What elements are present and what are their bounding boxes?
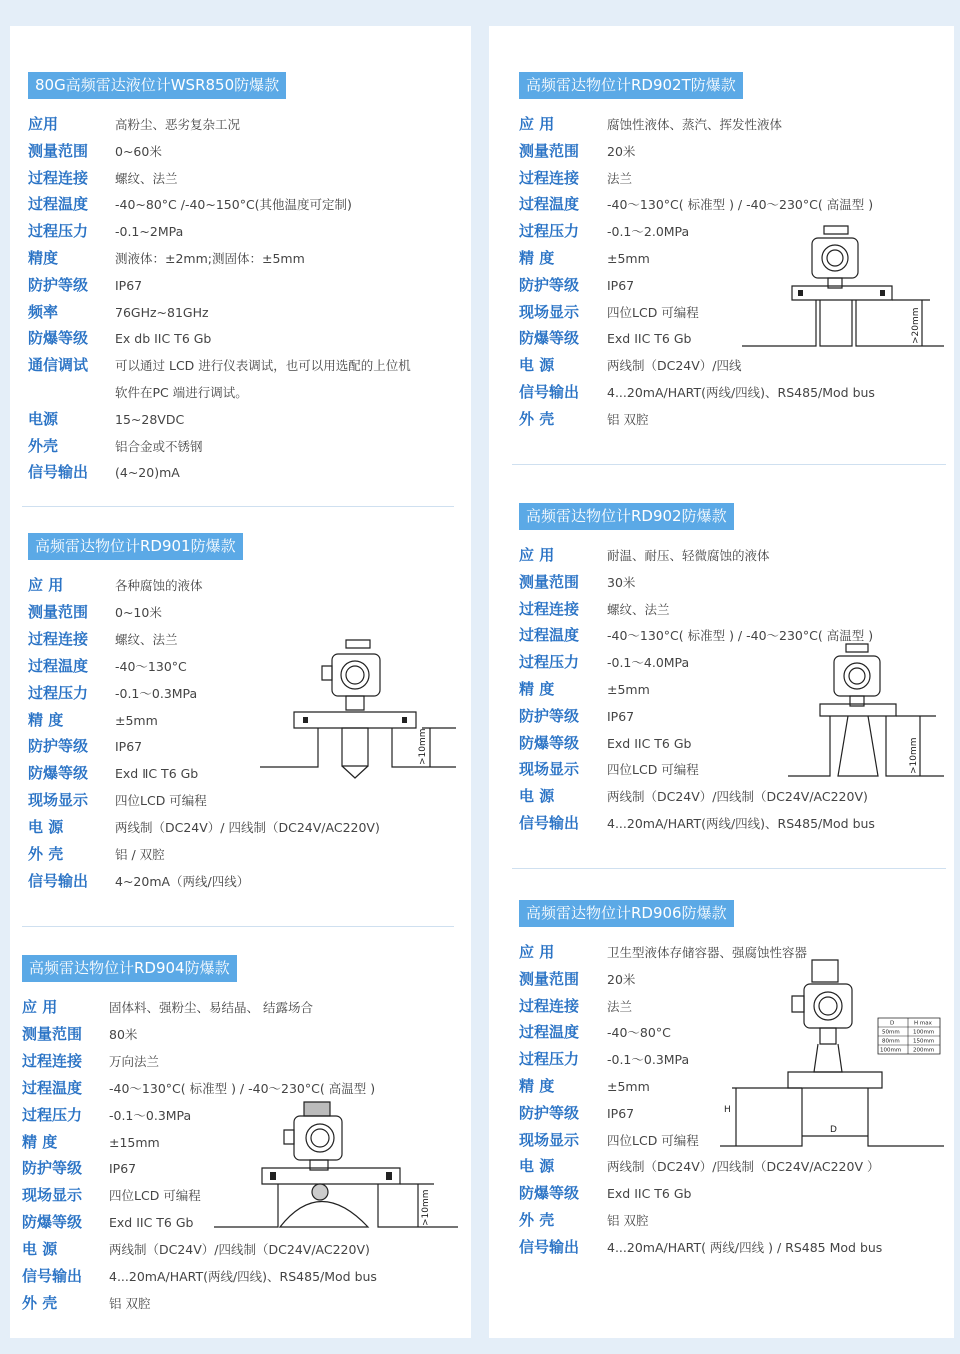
tank-nozzle xyxy=(720,1088,944,1146)
spec-label: 精 度 xyxy=(22,1132,58,1151)
spec-value: -40～130°C( 标准型 ) / -40～230°C( 高温型 ) xyxy=(607,197,874,213)
spec-value: ±5mm xyxy=(607,251,650,266)
spec-label: 电 源 xyxy=(519,356,555,375)
section-title: 80G高频雷达液位计WSR850防爆款 xyxy=(28,72,286,99)
spec-value: -40～130°C xyxy=(115,658,187,674)
spec-label: 应 用 xyxy=(519,546,555,564)
housing xyxy=(294,1116,342,1160)
spec-label: 精度 xyxy=(28,249,59,267)
spec-label: 过程温度 xyxy=(28,195,89,214)
spec-value: IP67 xyxy=(607,708,635,724)
rd901-diagram xyxy=(258,640,456,780)
spec-label: 过程温度 xyxy=(519,1023,580,1042)
spec-label: 应 用 xyxy=(28,576,64,594)
spec-value: ±5mm xyxy=(115,712,158,728)
side-gland xyxy=(322,666,332,680)
spec-value: Exd IIC T6 Gb xyxy=(607,331,692,347)
display-window xyxy=(844,663,870,689)
spec-label: 过程压力 xyxy=(519,653,580,672)
spec-value: ±5mm xyxy=(607,1079,650,1094)
spec-value: 四位LCD 可编程 xyxy=(115,793,207,809)
flange-bolt xyxy=(303,717,308,723)
spec-value: 两线制（DC24V）/四线制（DC24V/AC220V) xyxy=(607,789,868,805)
table-cell: 100mm xyxy=(880,1047,902,1054)
spec-value: 各种腐蚀的液体 xyxy=(115,578,203,593)
spec-value: -40～130°C( 标准型 ) / -40～230°C( 高温型 ) xyxy=(109,1080,376,1096)
spec-label: 外壳 xyxy=(28,436,59,455)
spec-value: -0.1~2MPa xyxy=(115,224,184,240)
spec-label: 测量范围 xyxy=(519,141,580,160)
spec-label: 测量范围 xyxy=(28,141,89,160)
spec-label: 防爆等级 xyxy=(28,329,89,348)
spec-value: 4~20mA（两线/四线） xyxy=(115,873,250,889)
housing xyxy=(804,984,852,1028)
spec-value: 螺纹、法兰 xyxy=(607,601,670,617)
spec-label: 防护等级 xyxy=(28,737,89,756)
spec-value: -0.1～2.0MPa xyxy=(607,224,690,240)
section-divider xyxy=(22,506,454,507)
section-title: 高频雷达物位计RD904防爆款 xyxy=(22,955,237,982)
spec-label: 防护等级 xyxy=(519,1103,580,1122)
cone xyxy=(814,1044,842,1072)
section-title: 高频雷达物位计RD901防爆款 xyxy=(28,533,243,560)
universal-flange xyxy=(262,1168,400,1184)
spec-label: 防护等级 xyxy=(519,275,580,294)
display-window-inner xyxy=(346,666,364,684)
d-label: D xyxy=(830,1125,837,1135)
table-cell: 80mm xyxy=(882,1038,900,1045)
spec-label: 过程连接 xyxy=(22,1051,83,1070)
spec-value: -40～80°C xyxy=(607,1025,671,1041)
spec-value: 腐蚀性液体、蒸汽、挥发性液体 xyxy=(607,117,783,132)
spec-value: 铝 / 双腔 xyxy=(115,847,165,862)
spec-value: 万向法兰 xyxy=(109,1053,160,1069)
spec-value: 法兰 xyxy=(607,998,633,1014)
spec-value: 四位LCD 可编程 xyxy=(607,762,699,778)
cable-gland xyxy=(846,644,868,652)
table-cell: 200mm xyxy=(913,1047,935,1054)
spec-value: -0.1～0.3MPa xyxy=(607,1052,690,1068)
spec-value: 两线制（DC24V）/ 四线制（DC24V/AC220V) xyxy=(115,820,380,836)
spec-value: -40～130°C( 标准型 ) / -40～230°C( 高温型 ) xyxy=(607,628,874,644)
spec-value: 四位LCD 可编程 xyxy=(109,1188,201,1204)
spec-value: 20米 xyxy=(607,143,636,159)
section-title: 高频雷达物位计RD906防爆款 xyxy=(519,900,734,927)
display-window xyxy=(341,661,369,689)
spec-label: 外 壳 xyxy=(28,845,64,863)
table-cell: 50mm xyxy=(882,1029,900,1036)
spec-value: 可以通过 LCD 进行仪表调试，也可以用选配的上位机 xyxy=(115,358,411,374)
spec-value: -0.1～0.3MPa xyxy=(115,685,198,701)
side-gland xyxy=(792,996,804,1012)
spec-label: 防护等级 xyxy=(519,706,580,725)
spec-value: 卫生型液体存储容器、强腐蚀性容器 xyxy=(607,945,808,960)
spec-value: 软件在PC 端进行调试。 xyxy=(115,385,248,400)
spec-value: 20米 xyxy=(607,971,636,987)
dimension-label: >10mm xyxy=(909,737,919,774)
spec-label: 测量范围 xyxy=(519,572,580,591)
spec-label: 精 度 xyxy=(519,680,555,698)
table-header-d: D xyxy=(890,1020,895,1027)
spec-value: 法兰 xyxy=(607,170,633,186)
spec-label: 过程温度 xyxy=(22,1078,83,1097)
spec-label: 过程连接 xyxy=(519,168,580,187)
spec-value: 固体料、强粉尘、易结晶、 结露场合 xyxy=(109,1000,313,1015)
spec-label: 过程压力 xyxy=(519,1050,580,1069)
spec-label: 外 壳 xyxy=(519,1211,555,1229)
h-label: H xyxy=(724,1105,731,1115)
display-window-inner xyxy=(827,250,843,266)
spec-label: 信号输出 xyxy=(28,871,89,890)
dimension-label: >10mm xyxy=(421,1189,431,1226)
spec-value: Exd IIC T6 Gb xyxy=(607,735,692,751)
spec-label: 信号输出 xyxy=(519,1237,580,1256)
spec-value: IP67 xyxy=(109,1161,137,1177)
spec-value: 螺纹、法兰 xyxy=(115,631,178,647)
cable-gland xyxy=(346,640,370,648)
spec-value: 测液体：±2mm;测固体：±5mm xyxy=(115,251,305,266)
spec-label: 过程温度 xyxy=(28,656,89,675)
display-window xyxy=(306,1124,334,1152)
spec-label: 现场显示 xyxy=(519,760,580,779)
spec-value: IP67 xyxy=(607,1105,635,1121)
display-window-inner xyxy=(311,1129,329,1147)
spec-label: 通信调试 xyxy=(28,356,89,375)
spec-label: 过程压力 xyxy=(28,683,89,702)
spec-label: 现场显示 xyxy=(519,1130,580,1149)
spec-label: 应用 xyxy=(28,115,59,133)
spec-value: IP67 xyxy=(115,277,143,293)
spec-label: 过程温度 xyxy=(519,626,580,645)
flange xyxy=(788,1072,882,1088)
table-cell: 150mm xyxy=(913,1038,935,1045)
spec-value: 4...20mA/HART(两线/四线)、RS485/Mod bus xyxy=(607,385,875,400)
spec-label: 防爆等级 xyxy=(519,329,580,348)
housing xyxy=(834,656,880,696)
table-header-hmax: H max xyxy=(914,1020,932,1027)
flange-bolt xyxy=(798,290,803,296)
cable-gland xyxy=(304,1102,330,1116)
spec-label: 过程连接 xyxy=(519,599,580,618)
spec-label: 现场显示 xyxy=(22,1186,83,1205)
dish-antenna xyxy=(280,1202,368,1228)
spec-label: 防护等级 xyxy=(22,1159,83,1178)
spec-label: 现场显示 xyxy=(519,302,580,321)
dimension-label: >10mm xyxy=(418,728,428,765)
rd904-diagram xyxy=(212,1102,458,1232)
spec-label: 应 用 xyxy=(22,998,58,1016)
spec-label: 应 用 xyxy=(519,115,555,133)
spec-label: 防护等级 xyxy=(28,275,89,294)
spec-label: 过程连接 xyxy=(519,996,580,1015)
spec-label: 防爆等级 xyxy=(519,733,580,752)
table-cell: 100mm xyxy=(913,1029,935,1036)
antenna-rod xyxy=(342,728,368,766)
spec-label: 现场显示 xyxy=(28,791,89,810)
spec-value: 两线制（DC24V）/四线制（DC24V/AC220V) xyxy=(109,1242,370,1258)
spec-label: 电 源 xyxy=(519,1157,555,1176)
section-divider xyxy=(22,926,454,927)
spec-label: 精 度 xyxy=(519,249,555,267)
spec-value: 两线制（DC24V）/四线制（DC24V/AC220V ） xyxy=(607,1159,880,1175)
side-gland xyxy=(284,1130,294,1144)
display-window xyxy=(822,245,848,271)
spec-label: 信号输出 xyxy=(519,814,580,832)
spec-value: 四位LCD 可编程 xyxy=(607,304,699,320)
spec-label: 过程连接 xyxy=(28,629,89,648)
spec-value: Ex db IIC T6 Gb xyxy=(115,331,212,347)
flange-bolt xyxy=(402,717,407,723)
spec-value: 80米 xyxy=(109,1026,138,1042)
spec-label: 频率 xyxy=(28,302,59,321)
spec-label: 防爆等级 xyxy=(519,1184,580,1203)
spec-value: ±15mm xyxy=(109,1134,160,1150)
spec-label: 过程压力 xyxy=(519,222,580,241)
spec-label: 应 用 xyxy=(519,943,555,961)
section-title: 高频雷达物位计RD902防爆款 xyxy=(519,503,734,530)
spec-value: 两线制（DC24V）/四线 xyxy=(607,358,742,374)
rd902t-diagram xyxy=(740,226,944,356)
display-window-inner xyxy=(819,997,837,1015)
spec-label: 过程压力 xyxy=(22,1105,83,1124)
spec-label: 精 度 xyxy=(519,1077,555,1095)
flange-bolt xyxy=(386,1172,392,1180)
section-divider xyxy=(512,464,946,465)
spec-value: 铝合金或不锈钢 xyxy=(115,438,203,454)
ball-joint xyxy=(312,1184,328,1200)
spec-label: 外 壳 xyxy=(22,1293,58,1312)
spec-label: 过程温度 xyxy=(519,195,580,214)
spec-value: IP67 xyxy=(115,739,143,755)
flange-bolt xyxy=(880,290,885,296)
spec-value: 耐温、耐压、轻微腐蚀的液体 xyxy=(607,548,770,563)
spec-value: Exd IIC T6 Gb xyxy=(109,1215,194,1231)
housing xyxy=(812,238,858,278)
neck xyxy=(820,1028,836,1044)
spec-label: 电 源 xyxy=(22,1240,58,1259)
spec-label: 精 度 xyxy=(28,710,64,729)
spec-value: IP67 xyxy=(607,277,635,293)
spec-value: -40~80°C /-40~150°C(其他温度可定制) xyxy=(115,197,352,213)
spec-value: 高粉尘、恶劣复杂工况 xyxy=(115,117,241,132)
housing xyxy=(332,654,380,696)
spec-value: 四位LCD 可编程 xyxy=(607,1132,699,1148)
spec-label: 外 壳 xyxy=(519,409,555,428)
spec-value: 15~28VDC xyxy=(115,411,185,427)
spec-value: 4...20mA/HART(两线/四线)、RS485/Mod bus xyxy=(109,1269,377,1284)
horn-antenna xyxy=(838,716,878,776)
spec-value: -0.1～0.3MPa xyxy=(109,1107,192,1123)
section-wsr850 xyxy=(28,72,458,492)
spec-label: 过程连接 xyxy=(28,168,89,187)
spec-label: 过程压力 xyxy=(28,222,89,241)
spec-value: Exd ⅡC T6 Gb xyxy=(115,766,199,782)
neck xyxy=(346,696,364,710)
rd902-diagram xyxy=(786,644,944,780)
spec-value: 30米 xyxy=(607,574,636,590)
spec-label: 电 源 xyxy=(28,818,64,837)
spec-label: 防爆等级 xyxy=(28,764,89,783)
rd906-diagram xyxy=(718,960,944,1148)
flange xyxy=(294,712,416,728)
spec-value: 4...20mA/HART(两线/四线)、RS485/Mod bus xyxy=(607,816,875,831)
cable-gland xyxy=(824,226,848,234)
spec-label: 测量范围 xyxy=(519,969,580,988)
antenna-horn xyxy=(820,300,852,346)
dimension-label: >20mm xyxy=(911,307,921,344)
spec-value: 铝 双腔 xyxy=(109,1295,151,1311)
spec-label: 防爆等级 xyxy=(22,1213,83,1232)
spec-value: 螺纹、法兰 xyxy=(115,170,178,186)
spec-label: 信号输出 xyxy=(28,463,89,482)
spec-label: 电源 xyxy=(28,409,59,428)
spec-value: 0~10米 xyxy=(115,604,162,620)
spec-label: 测量范围 xyxy=(28,602,89,621)
spec-value: Exd IIC T6 Gb xyxy=(607,1186,692,1202)
spec-value: (4~20)mA xyxy=(115,465,180,481)
spec-value: 铝 双腔 xyxy=(607,1213,649,1228)
spec-value: 4...20mA/HART( 两线/四线 ) / RS485 Mod bus xyxy=(607,1239,883,1255)
display-window-inner xyxy=(849,668,865,684)
cable-gland xyxy=(812,960,838,982)
spec-value: 铝 双腔 xyxy=(607,411,649,427)
antenna-tip xyxy=(342,766,368,778)
spec-label: 信号输出 xyxy=(519,383,580,401)
spec-label: 电 源 xyxy=(519,787,555,806)
display-window xyxy=(814,992,842,1020)
section-divider xyxy=(512,868,946,869)
spec-label: 测量范围 xyxy=(22,1024,83,1043)
section-title: 高频雷达物位计RD902T防爆款 xyxy=(519,72,743,99)
spec-label: 信号输出 xyxy=(22,1267,83,1285)
spec-value: ±5mm xyxy=(607,682,650,697)
spec-value: 76GHz~81GHz xyxy=(115,304,209,320)
flange-bolt xyxy=(270,1172,276,1180)
spec-value: 0~60米 xyxy=(115,143,162,159)
spec-value: -0.1～4.0MPa xyxy=(607,655,690,671)
